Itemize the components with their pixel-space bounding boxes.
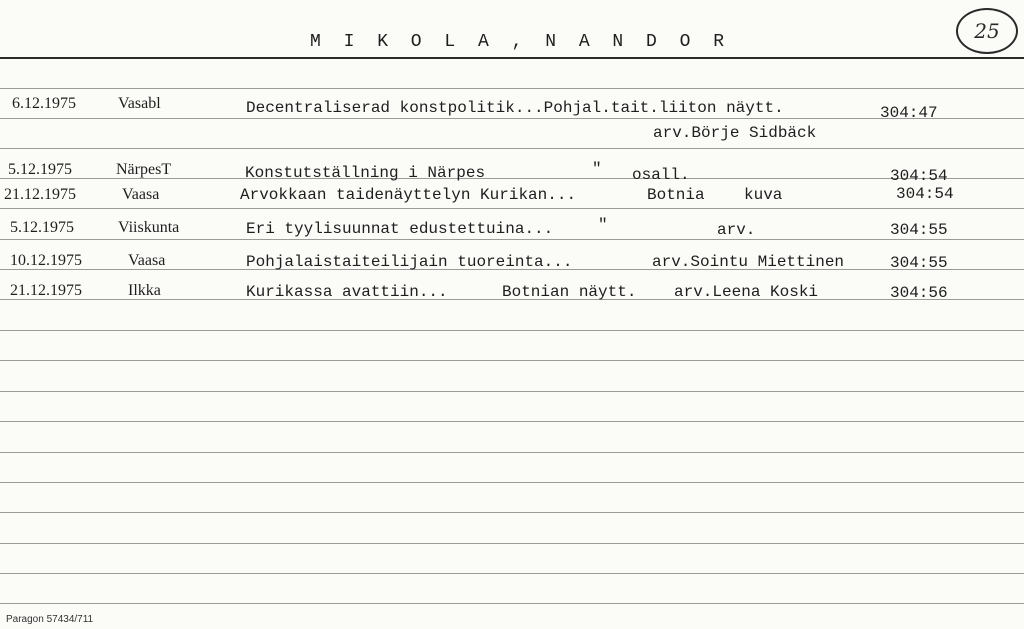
entry-text: Decentraliserad konstpolitik...Pohjal.tait.liiton näytt.: [246, 99, 784, 117]
entry-source: Viiskunta: [118, 219, 180, 236]
entry-date: 5.12.1975: [10, 219, 74, 236]
ruled-line: [0, 573, 1024, 574]
ruled-line: [0, 482, 1024, 483]
entry-date: 21.12.1975: [4, 186, 76, 203]
ruled-line: [0, 148, 1024, 149]
ruled-line: [0, 543, 1024, 544]
ruled-line: [0, 239, 1024, 240]
entry-source: Ilkka: [128, 282, 161, 299]
ruled-line: [0, 88, 1024, 89]
entry-mark: Botnian näytt.: [502, 283, 637, 301]
ruled-line: [0, 208, 1024, 209]
entry-note: arv.Sointu Miettinen: [652, 253, 845, 271]
entry-ref: 304:54: [890, 167, 948, 185]
entry-text: Arvokkaan taidenäyttelyn Kurikan...: [240, 186, 577, 204]
ruled-line: [0, 360, 1024, 361]
ruled-line: [0, 452, 1024, 453]
entry-date: 10.12.1975: [10, 252, 82, 269]
entry-text: Eri tyylisuunnat edustettuina...: [246, 220, 554, 238]
ruled-line: [0, 118, 1024, 119]
entry-ref: 304:54: [896, 185, 954, 203]
card-number-stamp: 25: [956, 8, 1018, 54]
entry-note: kuva: [744, 186, 783, 204]
ruled-line: [0, 391, 1024, 392]
entry-source: Vaasa: [128, 252, 166, 269]
entry-text: Konstutställning i Närpes: [245, 164, 486, 182]
entry-note: osall.: [632, 166, 690, 184]
entry-source: Vaasa: [122, 186, 160, 203]
header-rule: [0, 57, 1024, 59]
entry-note: arv.: [717, 221, 756, 239]
card-title: M I K O L A , N A N D O R: [310, 32, 731, 52]
entry-ref: 304:55: [890, 254, 948, 272]
entry-source: NärpesT: [116, 161, 172, 178]
entry-date: 5.12.1975: [8, 161, 72, 178]
ruled-line: [0, 512, 1024, 513]
entry-source: Vasabl: [118, 95, 161, 112]
ruled-line: [0, 330, 1024, 331]
entry-note: arv.Leena Koski: [674, 283, 819, 301]
entry-ref: 304:47: [880, 104, 938, 122]
entry-date: 6.12.1975: [12, 95, 76, 112]
entry-text: Pohjalaistaiteilijain tuoreinta...: [246, 253, 573, 271]
entry-mark: ": [592, 160, 602, 178]
ruled-line: [0, 421, 1024, 422]
card-footer: Paragon 57434/711: [6, 614, 94, 625]
entry-ref: 304:56: [890, 284, 948, 302]
entry-mark: ": [598, 216, 608, 234]
entry-note: arv.Börje Sidbäck: [653, 124, 817, 142]
entry-ref: 304:55: [890, 221, 948, 239]
ruled-line: [0, 603, 1024, 604]
entry-text: Kurikassa avattiin...: [246, 283, 448, 301]
entry-mark: Botnia: [647, 186, 705, 204]
entry-date: 21.12.1975: [10, 282, 82, 299]
